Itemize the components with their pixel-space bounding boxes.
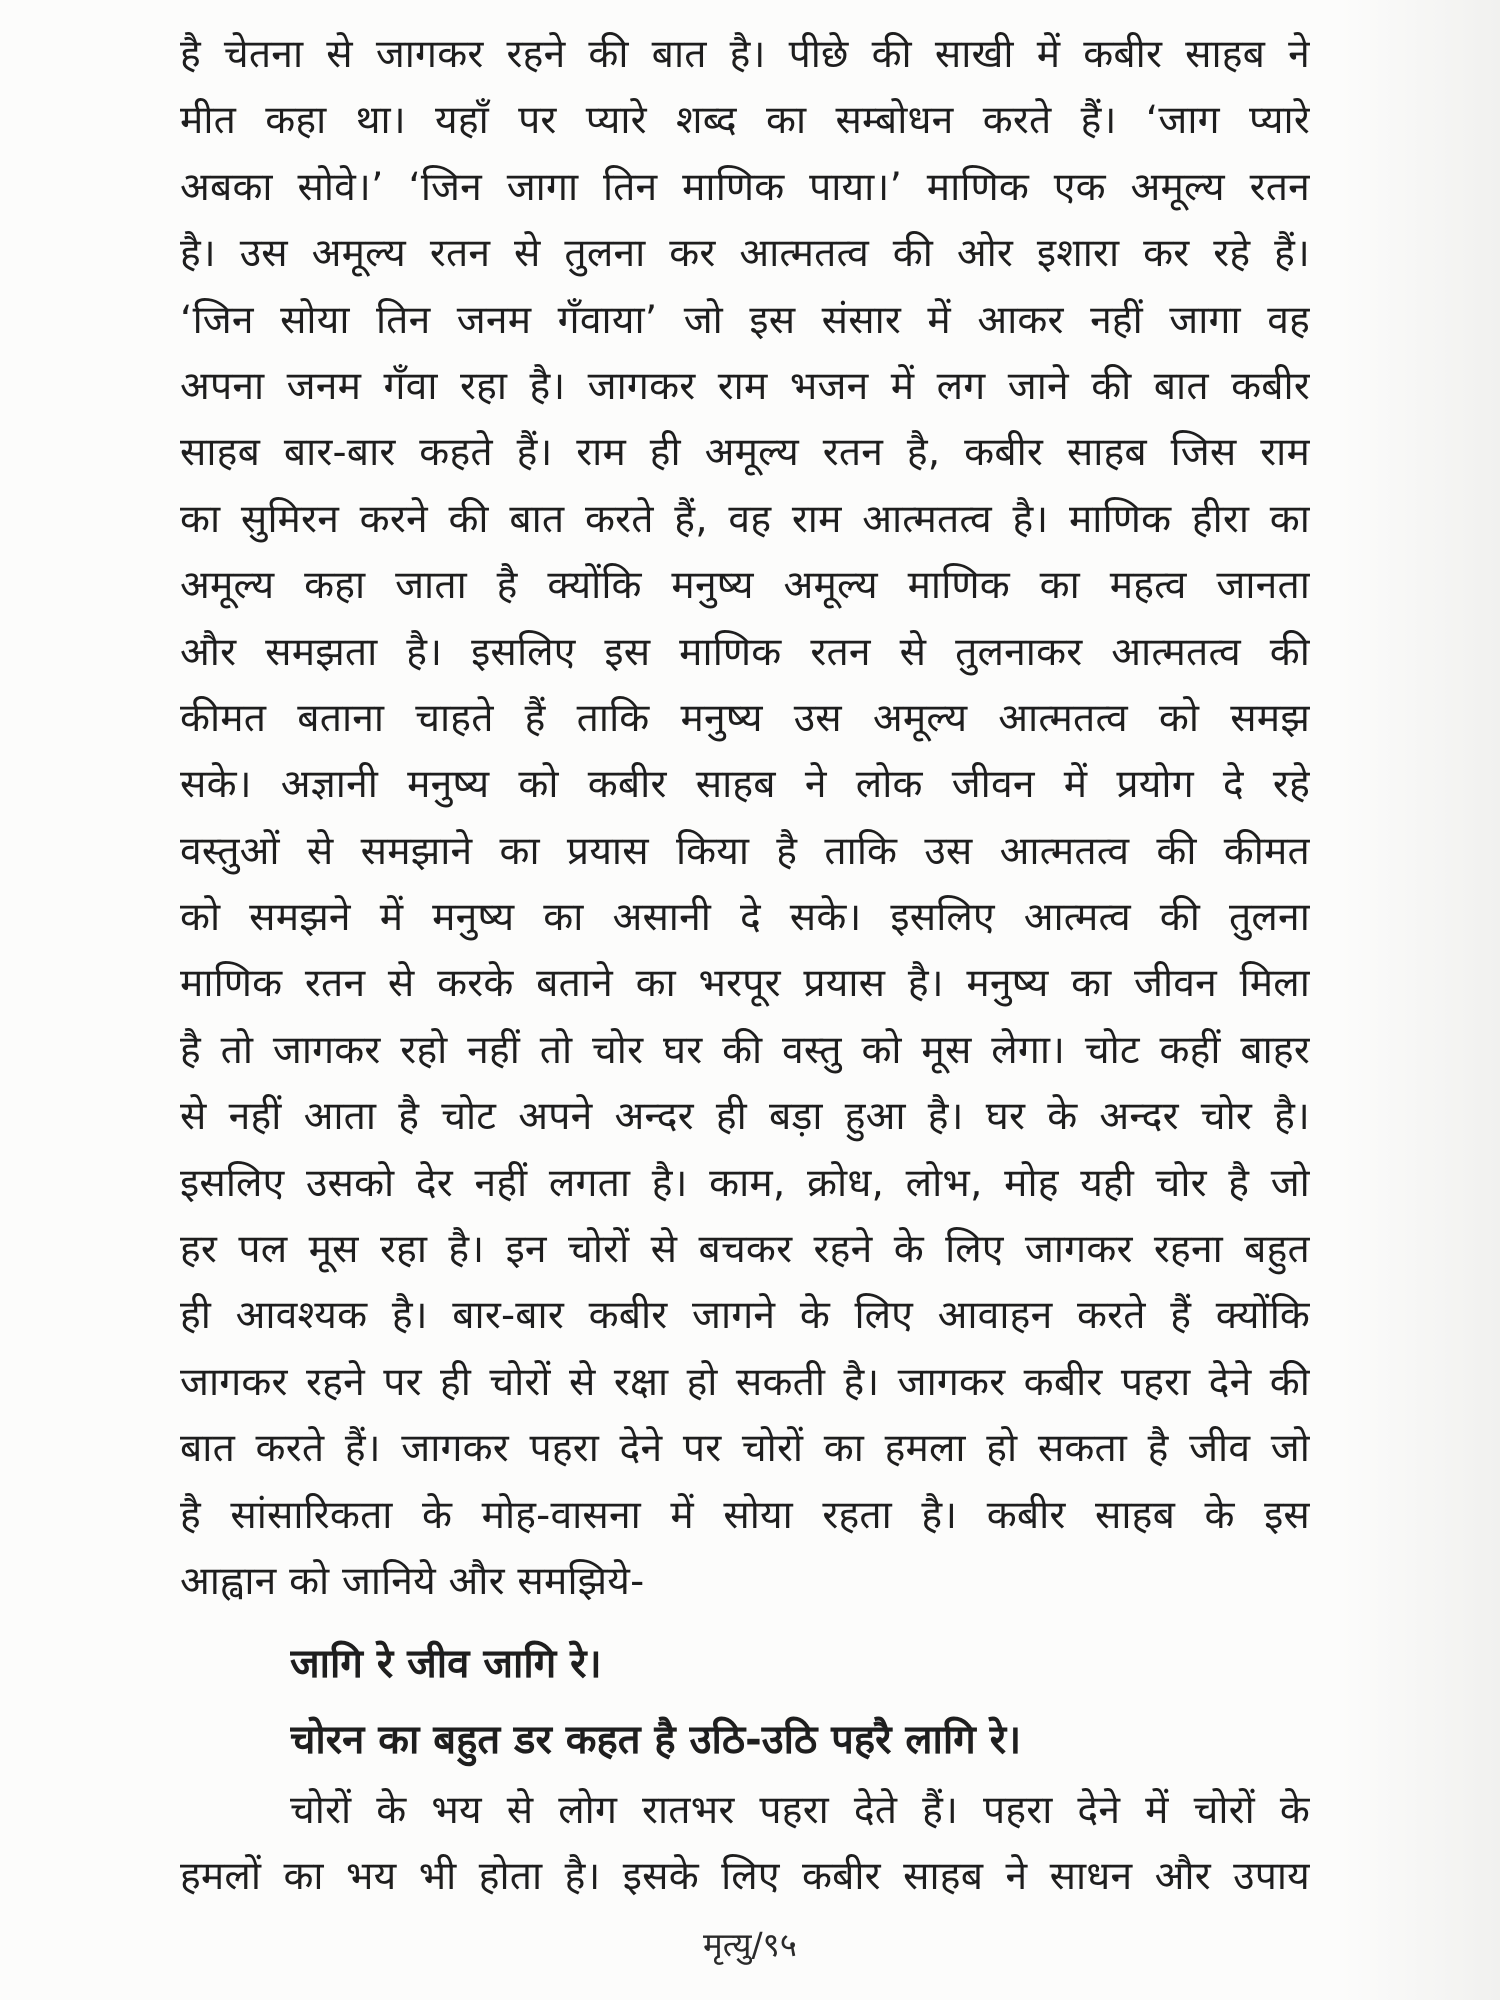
text-line: और समझता है। इसलिए इस माणिक रतन से तुलनाकर आत्मतत्व की [180,629,1310,675]
text-line: से नहीं आता है चोट अपने अन्दर ही बड़ा हुआ है। घर के अन्दर चोर है। [180,1094,1310,1140]
text-line: हर पल मूस रहा है। इन चोरों से बचकर रहने के लिए जागकर रहना बहुत [180,1227,1310,1273]
text-line: वस्तुओं से समझाने का प्रयास किया है ताकि उस आत्मतत्व की कीमत [180,828,1310,874]
text-line: है। उस अमूल्य रतन से तुलना कर आत्मतत्व की ओर इशारा कर रहे हैं। [180,231,1310,277]
text-line: माणिक रतन से करके बताने का भरपूर प्रयास है। मनुष्य का जीवन मिला [180,961,1310,1007]
text-line: अमूल्य कहा जाता है क्योंकि मनुष्य अमूल्य माणिक का महत्व जानता [180,563,1310,609]
text-line: साहब बार-बार कहते हैं। राम ही अमूल्य रतन है, कबीर साहब जिस राम [180,430,1310,476]
text-line: इसलिए उसको देर नहीं लगता है। काम, क्रोध, लोभ, मोह यही चोर है जो [180,1160,1310,1206]
text-line: हमलों का भय भी होता है। इसके लिए कबीर साहब ने साधन और उपाय [180,1854,1310,1900]
text-line: सके। अज्ञानी मनुष्य को कबीर साहब ने लोक जीवन में प्रयोग दे रहे [180,762,1310,808]
text-line: अबका सोवे।’ ‘जिन जागा तिन माणिक पाया।’ माणिक एक अमूल्य रतन [180,164,1310,210]
closing-paragraph [180,1778,1310,1911]
text-line: का सुमिरन करने की बात करते हैं, वह राम आत्मतत्व है। माणिक हीरा का [180,496,1310,542]
text-line: बात करते हैं। जागकर पहरा देने पर चोरों का हमला हो सकता है जीव जो [180,1426,1310,1472]
text-line: आह्वान को जानिये और समझिये- [180,1558,645,1604]
text-line: कीमत बताना चाहते हैं ताकि मनुष्य उस अमूल्य आत्मतत्व को समझ [180,695,1310,741]
text-line: अपना जनम गँवा रहा है। जागकर राम भजन में लग जाने की बात कबीर [180,363,1310,409]
verse-quote [290,1702,1310,1778]
main-paragraph [180,22,1310,1615]
text-line: जागकर रहने पर ही चोरों से रक्षा हो सकती है। जागकर कबीर पहरा देने की [180,1359,1310,1405]
verse-line: चोरन का बहुत डर कहत है उठि-उठि पहरै लागि रे। [290,1717,1022,1763]
verse-quote [290,1626,1310,1702]
text-line: है चेतना से जागकर रहने की बात है। पीछे की साखी में कबीर साहब ने [180,32,1310,77]
text-line: ‘जिन सोया तिन जनम गँवाया’ जो इस संसार में आकर नहीं जागा वह [180,297,1310,343]
text-line: है सांसारिकता के मोह-वासना में सोया रहता है। कबीर साहब के इस [180,1492,1310,1538]
page-edge-shadow [1340,0,1500,2000]
verse-line: जागि रे जीव जागि रे। [290,1641,602,1687]
text-line: मीत कहा था। यहाँ पर प्यारे शब्द का सम्बोधन करते हैं। ‘जाग प्यारे [180,98,1310,144]
text-line: को समझने में मनुष्य का असानी दे सके। इसलिए आत्मत्व की तुलना [180,895,1310,941]
text-line: है तो जागकर रहो नहीं तो चोर घर की वस्तु को मूस लेगा। चोट कहीं बाहर [180,1027,1310,1073]
page-footer [0,1920,1500,1970]
text-line: चोरों के भय से लोग रातभर पहरा देते हैं। पहरा देने में चोरों के [290,1788,1310,1833]
page-number: मृत्यु/९५ [703,1925,797,1964]
text-line: ही आवश्यक है। बार-बार कबीर जागने के लिए आवाहन करते हैं क्योंकि [180,1293,1310,1339]
